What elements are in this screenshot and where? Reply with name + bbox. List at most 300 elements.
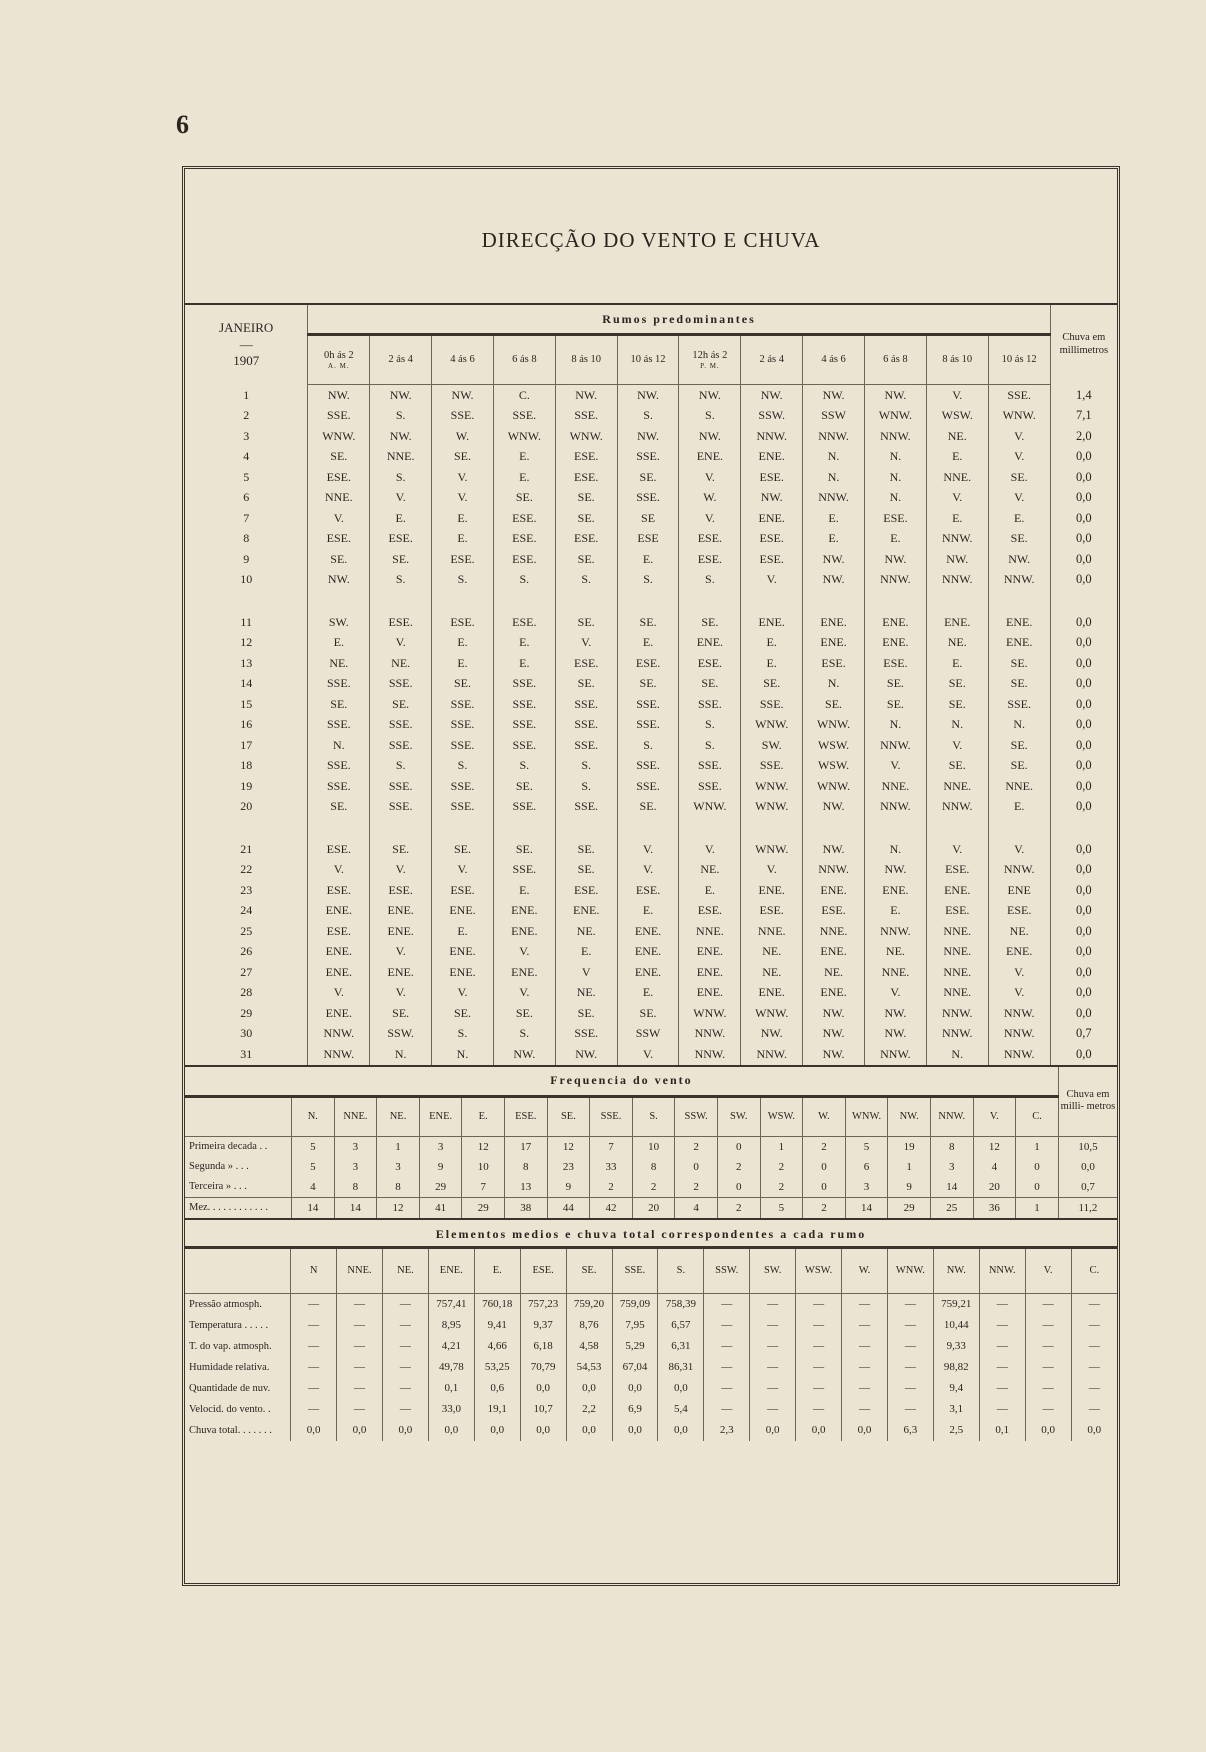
wind-direction-cell: SE. (741, 674, 803, 695)
wind-direction-cell: SE. (988, 653, 1050, 674)
wind-direction-cell: NNE. (370, 447, 432, 468)
wind-direction-cell: SSE. (679, 776, 741, 797)
wind-direction-cell: NW. (803, 1024, 865, 1045)
day-number: 29 (240, 1005, 253, 1020)
mean-value-cell: — (1025, 1315, 1071, 1336)
wind-direction-cell: NE. (679, 860, 741, 881)
mean-value-cell: 7,95 (612, 1315, 658, 1336)
gap-cell (988, 817, 1050, 839)
wind-direction-cell: S. (679, 715, 741, 736)
time-column-header (926, 335, 988, 385)
frequency-cell: 9 (888, 1177, 931, 1198)
rain-cell: 0,0 (1050, 694, 1117, 715)
wind-direction-cell: ESE. (803, 653, 865, 674)
table-row (185, 1357, 1117, 1378)
frequency-cell: 4 (973, 1157, 1016, 1177)
table-row (185, 1293, 1117, 1315)
mean-value-cell: — (842, 1293, 888, 1315)
wind-direction-cell: SE. (370, 839, 432, 860)
gap-cell (1050, 817, 1117, 839)
mean-value-cell: — (887, 1315, 933, 1336)
wind-direction-cell: NNE. (741, 921, 803, 942)
wind-direction-cell: V. (617, 839, 679, 860)
wind-direction-cell: ENE. (741, 983, 803, 1004)
mean-value-cell: — (1071, 1378, 1117, 1399)
direction-column-header: NNE. (337, 1249, 383, 1294)
wind-direction-cell: S. (370, 756, 432, 777)
wind-direction-cell: C. (493, 385, 555, 406)
wind-direction-cell: ENE. (493, 921, 555, 942)
wind-direction-cell: ENE. (617, 942, 679, 963)
mean-value-cell: 2,2 (566, 1399, 612, 1420)
direction-column-header: S. (632, 1096, 675, 1136)
gap-cell (370, 817, 432, 839)
days-body (185, 385, 1117, 1065)
gap-cell (679, 590, 741, 612)
day-number: 1 (243, 387, 250, 402)
wind-direction-cell: NW. (864, 549, 926, 570)
mean-value-cell: — (750, 1399, 796, 1420)
wind-direction-cell: NNE. (926, 776, 988, 797)
dash-separator: — (239, 336, 253, 352)
frequency-cell: 3 (334, 1157, 377, 1177)
wind-direction-cell: V. (988, 983, 1050, 1004)
wind-direction-cell: NW. (679, 385, 741, 406)
wind-direction-cell: V. (926, 735, 988, 756)
page-title: DIRECÇÃO DO VENTO E CHUVA (481, 227, 821, 252)
wind-direction-cell: E. (926, 653, 988, 674)
wind-direction-cell: ESE. (741, 467, 803, 488)
frequency-cell: 3 (377, 1157, 420, 1177)
wind-direction-cell: NE. (988, 921, 1050, 942)
wind-direction-cell: N. (864, 447, 926, 468)
wind-direction-cell: E. (493, 653, 555, 674)
table-row (185, 735, 1117, 756)
wind-direction-cell: SE. (617, 467, 679, 488)
wind-direction-cell: ENE. (308, 942, 370, 963)
frequency-cell: 1 (377, 1136, 420, 1157)
wind-direction-cell: NW. (926, 549, 988, 570)
wind-direction-cell: NE. (555, 921, 617, 942)
frequency-cell: 36 (973, 1197, 1016, 1218)
wind-direction-cell: SSE. (617, 756, 679, 777)
wind-direction-cell: ENE. (308, 962, 370, 983)
frequency-rain-header: Chuva em milli- metros (1058, 1067, 1117, 1137)
wind-direction-cell: NNW. (988, 860, 1050, 881)
wind-direction-cell: NNW. (679, 1024, 741, 1045)
wind-direction-cell: SSE. (493, 860, 555, 881)
gap-cell (432, 590, 494, 612)
table-row (185, 921, 1117, 942)
mean-value-cell: 6,18 (520, 1336, 566, 1357)
wind-direction-cell: SSE. (741, 694, 803, 715)
frequency-cell: 14 (292, 1197, 335, 1218)
wind-direction-cell: NW. (803, 1003, 865, 1024)
rain-cell: 0,0 (1050, 839, 1117, 860)
wind-direction-cell: SSE. (432, 694, 494, 715)
frequency-cell: 2 (675, 1136, 718, 1157)
gap-cell (370, 590, 432, 612)
wind-direction-cell: NNE. (926, 921, 988, 942)
wind-direction-cell: ESE. (926, 901, 988, 922)
direction-column-header: SW. (717, 1096, 760, 1136)
table-row (185, 653, 1117, 674)
frequency-cell: 1 (1016, 1136, 1059, 1157)
wind-direction-cell: SE. (988, 674, 1050, 695)
mean-value-cell: 5,4 (658, 1399, 704, 1420)
wind-direction-cell: SSE. (493, 694, 555, 715)
table-row (185, 1420, 1117, 1441)
wind-direction-cell: NW. (617, 385, 679, 406)
wind-direction-cell: WNW. (741, 776, 803, 797)
wind-direction-cell: WNW. (803, 776, 865, 797)
mean-value-cell: 0,0 (750, 1420, 796, 1441)
table-row (185, 983, 1117, 1004)
wind-direction-cell: V. (988, 488, 1050, 509)
wind-direction-cell: ENE. (741, 880, 803, 901)
mean-value-cell: 759,20 (566, 1293, 612, 1315)
wind-direction-cell: SE. (679, 612, 741, 633)
wind-direction-cell: ENE. (308, 901, 370, 922)
wind-direction-cell: NNW. (864, 426, 926, 447)
day-number: 3 (243, 428, 250, 443)
frequency-cell: 8 (505, 1157, 548, 1177)
frequency-cell: 7 (590, 1136, 633, 1157)
mean-value-cell: — (796, 1315, 842, 1336)
table-row (185, 1024, 1117, 1045)
frequency-cell: 29 (419, 1177, 462, 1198)
table-row (185, 1399, 1117, 1420)
mean-value-cell: 9,33 (933, 1336, 979, 1357)
wind-direction-cell: ESE. (493, 508, 555, 529)
wind-direction-cell: ENE. (803, 983, 865, 1004)
wind-direction-cell: N. (926, 715, 988, 736)
frequency-cell: 3 (419, 1136, 462, 1157)
wind-direction-cell: SE. (803, 694, 865, 715)
wind-direction-cell: ENE. (803, 942, 865, 963)
frequency-cell: 12 (462, 1136, 505, 1157)
wind-direction-cell: SE. (617, 1003, 679, 1024)
wind-direction-cell: NNW. (679, 1044, 741, 1065)
wind-direction-cell: S. (617, 406, 679, 427)
rain-cell: 0,0 (1050, 756, 1117, 777)
wind-direction-cell: SE. (926, 674, 988, 695)
wind-direction-cell: SSE. (679, 694, 741, 715)
gap-cell (555, 590, 617, 612)
wind-direction-cell: SSE. (370, 776, 432, 797)
wind-direction-cell: V. (432, 488, 494, 509)
wind-direction-cell: E. (370, 508, 432, 529)
wind-direction-cell: ESE. (308, 839, 370, 860)
wind-direction-cell: S. (432, 570, 494, 591)
wind-direction-cell: SSE. (555, 1024, 617, 1045)
time-column-header (741, 335, 803, 385)
row-label: Mez. . . . . . . . . . . . (185, 1197, 292, 1218)
time-column-header (617, 335, 679, 385)
mean-value-cell: — (979, 1399, 1025, 1420)
mean-value-cell: — (1071, 1357, 1117, 1378)
wind-direction-cell: NW. (803, 1044, 865, 1065)
wind-direction-cell: N. (803, 447, 865, 468)
wind-direction-cell: N. (988, 715, 1050, 736)
wind-direction-cell: NNE. (864, 776, 926, 797)
day-number: 28 (240, 985, 253, 1000)
direction-column-header: WNW. (887, 1249, 933, 1294)
gap-cell (926, 817, 988, 839)
table-row (185, 860, 1117, 881)
rain-cell: 0,0 (1050, 633, 1117, 654)
wind-direction-cell: E. (617, 901, 679, 922)
mean-value-cell: 0,0 (658, 1420, 704, 1441)
wind-direction-cell: SE. (432, 447, 494, 468)
wind-direction-cell: ESE. (741, 549, 803, 570)
mean-value-cell: 0,0 (796, 1420, 842, 1441)
wind-direction-cell: NNE. (308, 488, 370, 509)
wind-direction-cell: SSE. (741, 756, 803, 777)
wind-direction-cell: SSE. (988, 385, 1050, 406)
mean-value-cell: 33,0 (428, 1399, 474, 1420)
wind-direction-cell: NW. (741, 488, 803, 509)
wind-direction-cell: S. (617, 735, 679, 756)
wind-direction-cell: E. (308, 633, 370, 654)
mean-value-cell: — (382, 1336, 428, 1357)
wind-direction-cell: ESE. (679, 901, 741, 922)
gap-cell (864, 817, 926, 839)
wind-direction-cell: ESE. (679, 529, 741, 550)
frequency-cell: 14 (845, 1197, 888, 1218)
wind-direction-cell: S. (617, 570, 679, 591)
mean-value-cell: 0,0 (566, 1378, 612, 1399)
mean-value-cell: — (1071, 1293, 1117, 1315)
mean-value-cell: — (291, 1357, 337, 1378)
wind-direction-cell: E. (432, 508, 494, 529)
wind-direction-cell: SSE. (617, 694, 679, 715)
wind-direction-cell: NNE. (926, 962, 988, 983)
day-number: 25 (240, 923, 253, 938)
mean-value-cell: 0,0 (842, 1420, 888, 1441)
wind-direction-cell: N. (803, 467, 865, 488)
wind-direction-cell: ESE. (679, 549, 741, 570)
mean-value-cell: — (1025, 1293, 1071, 1315)
wind-direction-cell: SSE. (370, 797, 432, 818)
rain-cell: 0,0 (1050, 776, 1117, 797)
frequency-cell: 17 (505, 1136, 548, 1157)
mean-value-cell: — (337, 1399, 383, 1420)
wind-direction-cell: SE. (493, 1003, 555, 1024)
mean-value-cell: — (704, 1336, 750, 1357)
frequency-cell: 0 (1016, 1177, 1059, 1198)
mean-value-cell: 10,7 (520, 1399, 566, 1420)
mean-value-cell: 758,39 (658, 1293, 704, 1315)
wind-direction-cell: S. (555, 776, 617, 797)
wind-direction-cell: V. (308, 860, 370, 881)
wind-direction-cell: ESE. (864, 653, 926, 674)
wind-direction-cell: V. (988, 426, 1050, 447)
gap-cell (555, 817, 617, 839)
wind-direction-cell: SSE. (432, 735, 494, 756)
wind-direction-cell: NNW. (988, 1003, 1050, 1024)
mean-value-cell: — (1025, 1336, 1071, 1357)
wind-direction-cell: V. (370, 860, 432, 881)
wind-direction-cell: SE. (555, 674, 617, 695)
wind-direction-cell: E. (679, 880, 741, 901)
direction-column-header: WNW. (845, 1096, 888, 1136)
table-row (185, 385, 1117, 406)
rain-cell: 0,0 (1050, 570, 1117, 591)
wind-direction-cell: SE. (926, 756, 988, 777)
wind-direction-cell: NNW. (926, 1003, 988, 1024)
year-label: 1907 (233, 352, 260, 368)
wind-direction-cell: WSW. (926, 406, 988, 427)
wind-direction-cell: NW. (679, 426, 741, 447)
gap-cell (493, 590, 555, 612)
frequency-cell: 9 (547, 1177, 590, 1198)
day-number: 6 (243, 490, 250, 505)
mean-value-cell: 0,0 (337, 1420, 383, 1441)
direction-column-header: ENE. (419, 1096, 462, 1136)
wind-direction-cell: NW. (493, 1044, 555, 1065)
wind-direction-cell: E. (432, 529, 494, 550)
wind-direction-cell: WNW. (864, 406, 926, 427)
frequency-cell: 2 (590, 1177, 633, 1198)
gap-cell (803, 817, 865, 839)
frequency-cell: 5 (292, 1136, 335, 1157)
time-column-label: 10 ás 12 (630, 354, 666, 366)
wind-direction-cell: E. (617, 633, 679, 654)
am-label: A. M. (328, 362, 350, 371)
wind-direction-cell: NW. (864, 385, 926, 406)
wind-direction-cell: V. (308, 983, 370, 1004)
rain-cell: 0,0 (1050, 549, 1117, 570)
mean-value-cell: — (337, 1357, 383, 1378)
rain-cell: 0,0 (1050, 612, 1117, 633)
wind-direction-cell: ENE. (988, 633, 1050, 654)
wind-direction-cell: SE. (308, 549, 370, 570)
table-row (185, 756, 1117, 777)
rain-cell: 0,0 (1050, 735, 1117, 756)
wind-direction-cell: S. (370, 570, 432, 591)
wind-direction-cell: W. (432, 426, 494, 447)
frequency-cell: 29 (888, 1197, 931, 1218)
wind-direction-cell: NNW. (864, 570, 926, 591)
mean-value-cell: 4,58 (566, 1336, 612, 1357)
mean-value-cell: — (887, 1293, 933, 1315)
wind-direction-cell: V. (864, 756, 926, 777)
frequency-cell: 0 (803, 1157, 846, 1177)
frequency-cell: 2 (717, 1157, 760, 1177)
wind-direction-cell: ENE. (617, 962, 679, 983)
wind-direction-cell: WNW. (741, 1003, 803, 1024)
mean-value-cell: 0,0 (658, 1378, 704, 1399)
wind-direction-cell: NNW. (926, 797, 988, 818)
table-row (185, 880, 1117, 901)
mean-value-cell: 6,9 (612, 1399, 658, 1420)
direction-column-header: NNW. (979, 1249, 1025, 1294)
wind-direction-cell: SE. (555, 860, 617, 881)
wind-direction-cell: WNW. (679, 1003, 741, 1024)
wind-direction-cell: ESE. (617, 880, 679, 901)
gap-cell (432, 817, 494, 839)
wind-direction-cell: WNW. (493, 426, 555, 447)
wind-direction-cell: ESE. (741, 529, 803, 550)
wind-direction-cell: E. (864, 901, 926, 922)
frequency-cell: 10 (632, 1136, 675, 1157)
table-row (185, 1003, 1117, 1024)
wind-direction-cell: SSE. (679, 756, 741, 777)
wind-direction-cell: SSE. (370, 715, 432, 736)
gap-cell (803, 590, 865, 612)
mean-value-cell: 98,82 (933, 1357, 979, 1378)
table-row (185, 715, 1117, 736)
wind-direction-cell: SSE. (617, 447, 679, 468)
wind-direction-cell: E. (493, 633, 555, 654)
rain-cell: 0,0 (1050, 880, 1117, 901)
wind-direction-cell: ESE. (308, 467, 370, 488)
wind-direction-cell: E. (988, 797, 1050, 818)
frequency-cell: 0 (717, 1136, 760, 1157)
wind-direction-cell: SW. (741, 735, 803, 756)
mean-value-cell: — (887, 1399, 933, 1420)
wind-direction-cell: SSE. (308, 406, 370, 427)
day-number: 4 (243, 449, 250, 464)
wind-direction-cell: SSE. (432, 797, 494, 818)
wind-direction-cell: NW. (864, 1024, 926, 1045)
time-column-header (493, 335, 555, 385)
wind-direction-cell: ENE. (493, 901, 555, 922)
wind-direction-cell: SSE. (493, 735, 555, 756)
wind-direction-cell: NNE. (988, 776, 1050, 797)
wind-direction-cell: NE. (803, 962, 865, 983)
table-row (185, 549, 1117, 570)
table-row (185, 529, 1117, 550)
wind-direction-cell: SSE. (432, 715, 494, 736)
wind-direction-cell: N. (308, 735, 370, 756)
wind-direction-cell: NW. (555, 385, 617, 406)
wind-direction-cell: V. (432, 983, 494, 1004)
wind-direction-cell: ENE. (741, 612, 803, 633)
wind-direction-cell: SE. (988, 735, 1050, 756)
wind-direction-cell: ESE. (308, 880, 370, 901)
wind-direction-cell: E. (864, 529, 926, 550)
rain-cell: 0,0 (1050, 488, 1117, 509)
month-year-header (185, 305, 308, 385)
decade-gap (185, 590, 1117, 612)
wind-direction-cell: SSE. (370, 674, 432, 695)
wind-direction-cell: SSE. (432, 406, 494, 427)
wind-direction-cell: V (555, 962, 617, 983)
table-row (185, 1136, 1117, 1157)
wind-direction-cell: SSW. (370, 1024, 432, 1045)
wind-direction-cell: SE. (493, 488, 555, 509)
wind-direction-cell: ESE. (555, 467, 617, 488)
mean-value-cell: — (337, 1293, 383, 1315)
frequency-cell: 8 (930, 1136, 973, 1157)
mean-value-cell: — (979, 1315, 1025, 1336)
wind-direction-cell: ESE. (493, 612, 555, 633)
row-label: Primeira decada . . (189, 1141, 268, 1152)
wind-direction-cell: NE. (370, 653, 432, 674)
frequency-cell: 0 (1016, 1157, 1059, 1177)
rain-cell: 0,7 (1050, 1024, 1117, 1045)
day-number: 2 (243, 408, 250, 423)
wind-direction-cell: WNW. (679, 797, 741, 818)
wind-direction-cell: NW. (803, 797, 865, 818)
direction-column-header: NW. (933, 1249, 979, 1294)
mean-value-cell: 3,1 (933, 1399, 979, 1420)
wind-direction-cell: NW. (803, 839, 865, 860)
wind-direction-cell: V. (370, 983, 432, 1004)
wind-direction-cell: NNW. (864, 1044, 926, 1065)
